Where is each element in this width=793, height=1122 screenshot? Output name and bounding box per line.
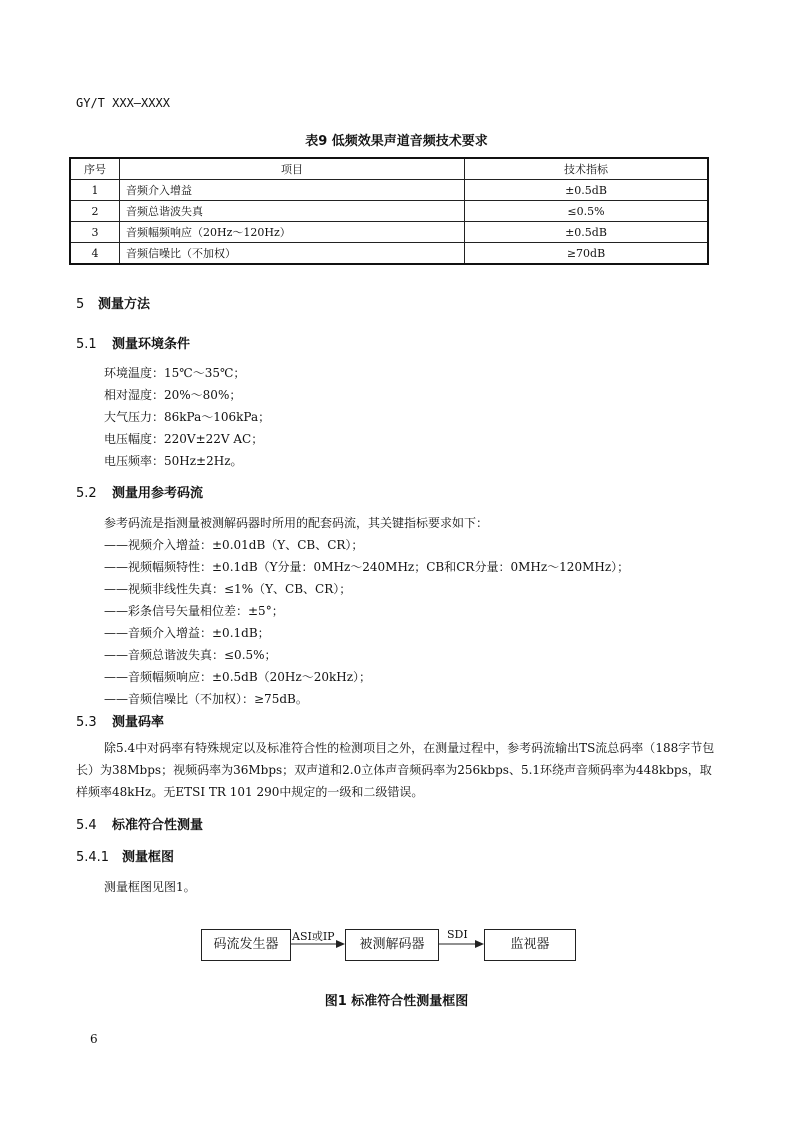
- row-item: 音频幅频响应（20Hz～120Hz）: [120, 222, 465, 243]
- row-no: 4: [70, 243, 120, 265]
- arrow-head-icon: [336, 940, 345, 948]
- section-number: 5.3: [76, 715, 97, 730]
- section-number: 5.2: [76, 486, 97, 501]
- list-item: ——音频介入增益：±0.1dB；: [104, 626, 270, 640]
- bitrate-paragraph: 除5.4中对码率有特殊规定以及标准符合性的检测项目之外，在测量过程中，参考码流输出TS流总码率（188字节包长）为38Mbps；视频码率为36Mbps；双声道和2.0立体声音频码率为256kbps、5.1环绕声音频码率为448kbps，取样频率48kHz。无ETSI TR 101 290中规定的一级和二级错误。: [76, 741, 715, 799]
- header-item: 项目: [120, 158, 465, 180]
- page-number: 6: [90, 1032, 98, 1046]
- list-item: ——音频幅频响应：±0.5dB（20Hz～20kHz）；: [104, 670, 372, 684]
- section-number: 5.4: [76, 818, 97, 833]
- list-item: ——视频幅频特性：±0.1dB（Y分量：0MHz～240MHz；CB和CR分量：0MHz～120MHz）；: [104, 560, 630, 574]
- row-spec: ≥70dB: [465, 243, 709, 265]
- figure-reference: 测量框图见图1。: [104, 880, 196, 894]
- row-item: 音频介入增益: [120, 180, 465, 201]
- list-item: ——音频总谐波失真：≤0.5%；: [104, 648, 277, 662]
- env-line: 相对湿度：20%～80%；: [104, 388, 242, 402]
- figure-1-caption: 图1 标准符合性测量框图: [324, 994, 469, 1009]
- decoder-under-test-box: 被测解码器: [345, 929, 439, 961]
- section-number: 5.1: [76, 337, 97, 352]
- row-no: 2: [70, 201, 120, 222]
- stream-generator-box: 码流发生器: [201, 929, 291, 961]
- section-title: 测量环境条件: [112, 337, 191, 352]
- row-item: 音频总谐波失真: [120, 201, 465, 222]
- env-line: 环境温度：15℃～35℃；: [104, 366, 246, 380]
- link-label-sdi: SDI: [447, 928, 468, 941]
- section-number: 5: [76, 297, 85, 312]
- row-no: 3: [70, 222, 120, 243]
- env-line: 电压频率：50Hz±2Hz。: [104, 454, 243, 468]
- link-label-asi-ip: ASI或IP: [292, 930, 335, 943]
- document-header-id: GY/T XXX—XXXX: [76, 96, 170, 110]
- section-title: 标准符合性测量: [112, 818, 204, 833]
- list-item: ——视频非线性失真：≤1%（Y、CB、CR）；: [104, 582, 352, 596]
- section-title: 测量用参考码流: [112, 486, 204, 501]
- list-item: ——音频信噪比（不加权）：≥75dB。: [104, 692, 308, 706]
- arrow-head-icon: [475, 940, 484, 948]
- section-title: 测量方法: [98, 297, 151, 312]
- section-title: 测量框图: [122, 850, 175, 865]
- ref-stream-intro: 参考码流是指测量被测解码器时所用的配套码流，其关键指标要求如下：: [104, 516, 489, 530]
- monitor-box: 监视器: [484, 929, 576, 961]
- list-item: ——彩条信号矢量相位差：±5°；: [104, 604, 284, 618]
- section-number: 5.4.1: [76, 850, 110, 865]
- row-no: 1: [70, 180, 120, 201]
- row-item: 音频信噪比（不加权）: [120, 243, 465, 265]
- env-line: 电压幅度：220V±22V AC；: [104, 432, 264, 446]
- table-9-caption: 表9 低频效果声道音频技术要求: [305, 134, 488, 149]
- section-title: 测量码率: [112, 715, 165, 730]
- row-spec: ±0.5dB: [465, 180, 709, 201]
- env-line: 大气压力：86kPa～106kPa；: [104, 410, 271, 424]
- row-spec: ≤0.5%: [465, 201, 709, 222]
- header-spec: 技术指标: [465, 158, 709, 180]
- list-item: ——视频介入增益：±0.01dB（Y、CB、CR）；: [104, 538, 364, 552]
- header-no: 序号: [70, 158, 120, 180]
- row-spec: ±0.5dB: [465, 222, 709, 243]
